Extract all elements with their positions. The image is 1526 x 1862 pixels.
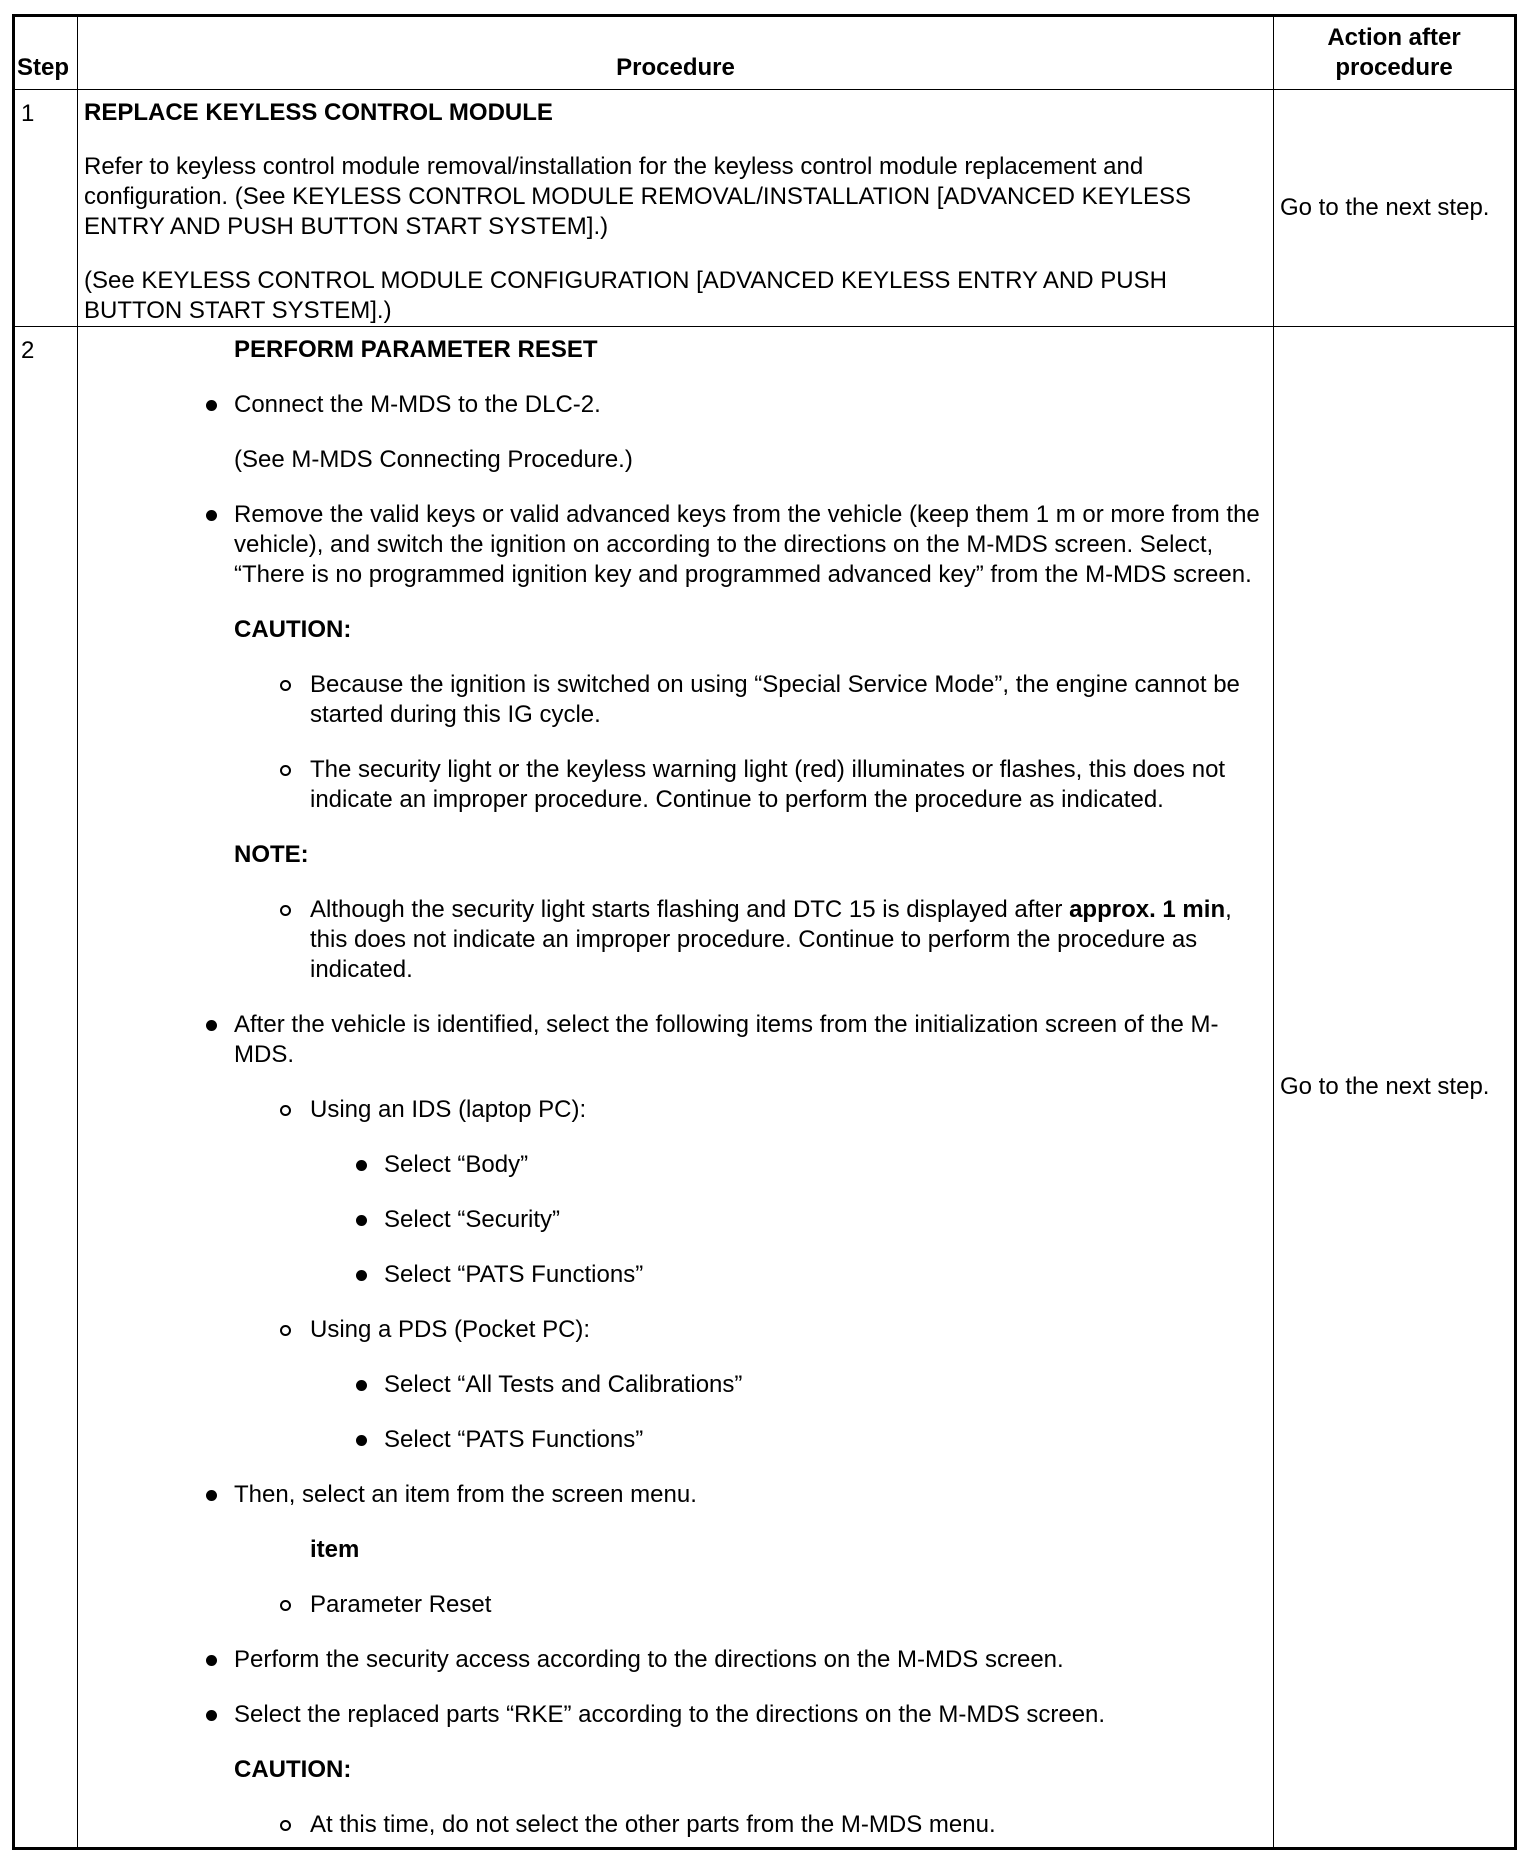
note-text: Although the security light starts flashing and DTC 15 is displayed after approx. 1 min, this does not indicate an improper procedure. Continue to perform the procedure as indicated. — [310, 896, 1232, 983]
table-row — [14, 90, 1516, 327]
table-row — [14, 327, 1516, 1849]
bullet-icon — [356, 1215, 367, 1226]
bullet-icon — [206, 1710, 217, 1721]
list-item: Select “PATS Functions” — [384, 1426, 644, 1453]
bullet-icon — [356, 1270, 367, 1281]
procedure-text: (See M-MDS Connecting Procedure.) — [234, 446, 633, 473]
header-step: Step — [14, 16, 78, 90]
bullet-icon — [206, 510, 217, 521]
procedure-text: Connect the M-MDS to the DLC-2. — [234, 391, 601, 418]
bullet-icon — [206, 1490, 217, 1501]
action-cell: Go to the next step. — [1274, 327, 1516, 1849]
procedure-text: (See KEYLESS CONTROL MODULE CONFIGURATION [ADVANCED KEYLESS ENTRY AND PUSH BUTTON START SYSTEM].) — [84, 267, 1167, 324]
bullet-icon — [206, 1655, 217, 1666]
action-cell: Go to the next step. — [1274, 90, 1516, 327]
procedure-text: Select the replaced parts “RKE” according to the directions on the M-MDS screen. — [234, 1701, 1106, 1728]
header-action: Action after procedure — [1274, 16, 1516, 90]
header-row — [14, 16, 1516, 90]
caution-text: At this time, do not select the other parts from the M-MDS menu. — [310, 1811, 996, 1838]
step-title: PERFORM PARAMETER RESET — [234, 336, 598, 363]
circle-bullet-icon — [280, 765, 291, 776]
caution-label: CAUTION: — [234, 1756, 352, 1783]
procedure-text: Perform the security access according to the directions on the M-MDS screen. — [234, 1646, 1064, 1673]
header-procedure: Procedure — [78, 16, 1274, 90]
circle-bullet-icon — [280, 1600, 291, 1611]
procedure-table — [12, 14, 1517, 1850]
bullet-icon — [356, 1160, 367, 1171]
procedure-cell — [78, 327, 1274, 1849]
procedure-cell — [78, 90, 1274, 327]
step-number: 1 — [14, 90, 78, 327]
list-item: Select “Security” — [384, 1206, 561, 1233]
list-item: Select “Body” — [384, 1151, 529, 1178]
procedure-text: Using an IDS (laptop PC): — [310, 1096, 587, 1123]
bullet-icon — [356, 1435, 367, 1446]
note-label: NOTE: — [234, 841, 309, 868]
procedure-text: Refer to keyless control module removal/installation for the keyless control module replacement and configuration. (See KEYLESS CONTROL MODULE REMOVAL/INSTALLATION [ADVANCED KEYLESS ENTRY AND PUSH BUTTON START SYSTEM].) — [84, 153, 1192, 240]
list-item: Parameter Reset — [310, 1591, 492, 1618]
bullet-icon — [206, 1020, 217, 1031]
procedure-text: Using a PDS (Pocket PC): — [310, 1316, 591, 1343]
circle-bullet-icon — [280, 680, 291, 691]
step-number: 2 — [14, 327, 78, 1849]
bullet-icon — [206, 400, 217, 411]
item-label: item — [310, 1536, 360, 1563]
circle-bullet-icon — [280, 1105, 291, 1116]
procedure-text: Remove the valid keys or valid advanced keys from the vehicle (keep them 1 m or more from the vehicle), and switch the ignition on according to the directions on the M-MDS screen. Select, “There is no programmed ignition key and programmed advanced key” from the M-MDS screen. — [234, 501, 1260, 588]
caution-text: Because the ignition is switched on using “Special Service Mode”, the engine cannot be started during this IG cycle. — [310, 671, 1240, 728]
list-item: Select “All Tests and Calibrations” — [384, 1371, 743, 1398]
caution-text: The security light or the keyless warning light (red) illuminates or flashes, this does not indicate an improper procedure. Continue to perform the procedure as indicated. — [310, 756, 1226, 813]
procedure-text: After the vehicle is identified, select the following items from the initialization screen of the M-MDS. — [234, 1011, 1219, 1068]
circle-bullet-icon — [280, 905, 291, 916]
list-item: Select “PATS Functions” — [384, 1261, 644, 1288]
caution-label: CAUTION: — [234, 616, 352, 643]
circle-bullet-icon — [280, 1325, 291, 1336]
step-title: REPLACE KEYLESS CONTROL MODULE — [84, 99, 553, 126]
circle-bullet-icon — [280, 1820, 291, 1831]
procedure-text: Then, select an item from the screen menu. — [234, 1481, 697, 1508]
bullet-icon — [356, 1380, 367, 1391]
